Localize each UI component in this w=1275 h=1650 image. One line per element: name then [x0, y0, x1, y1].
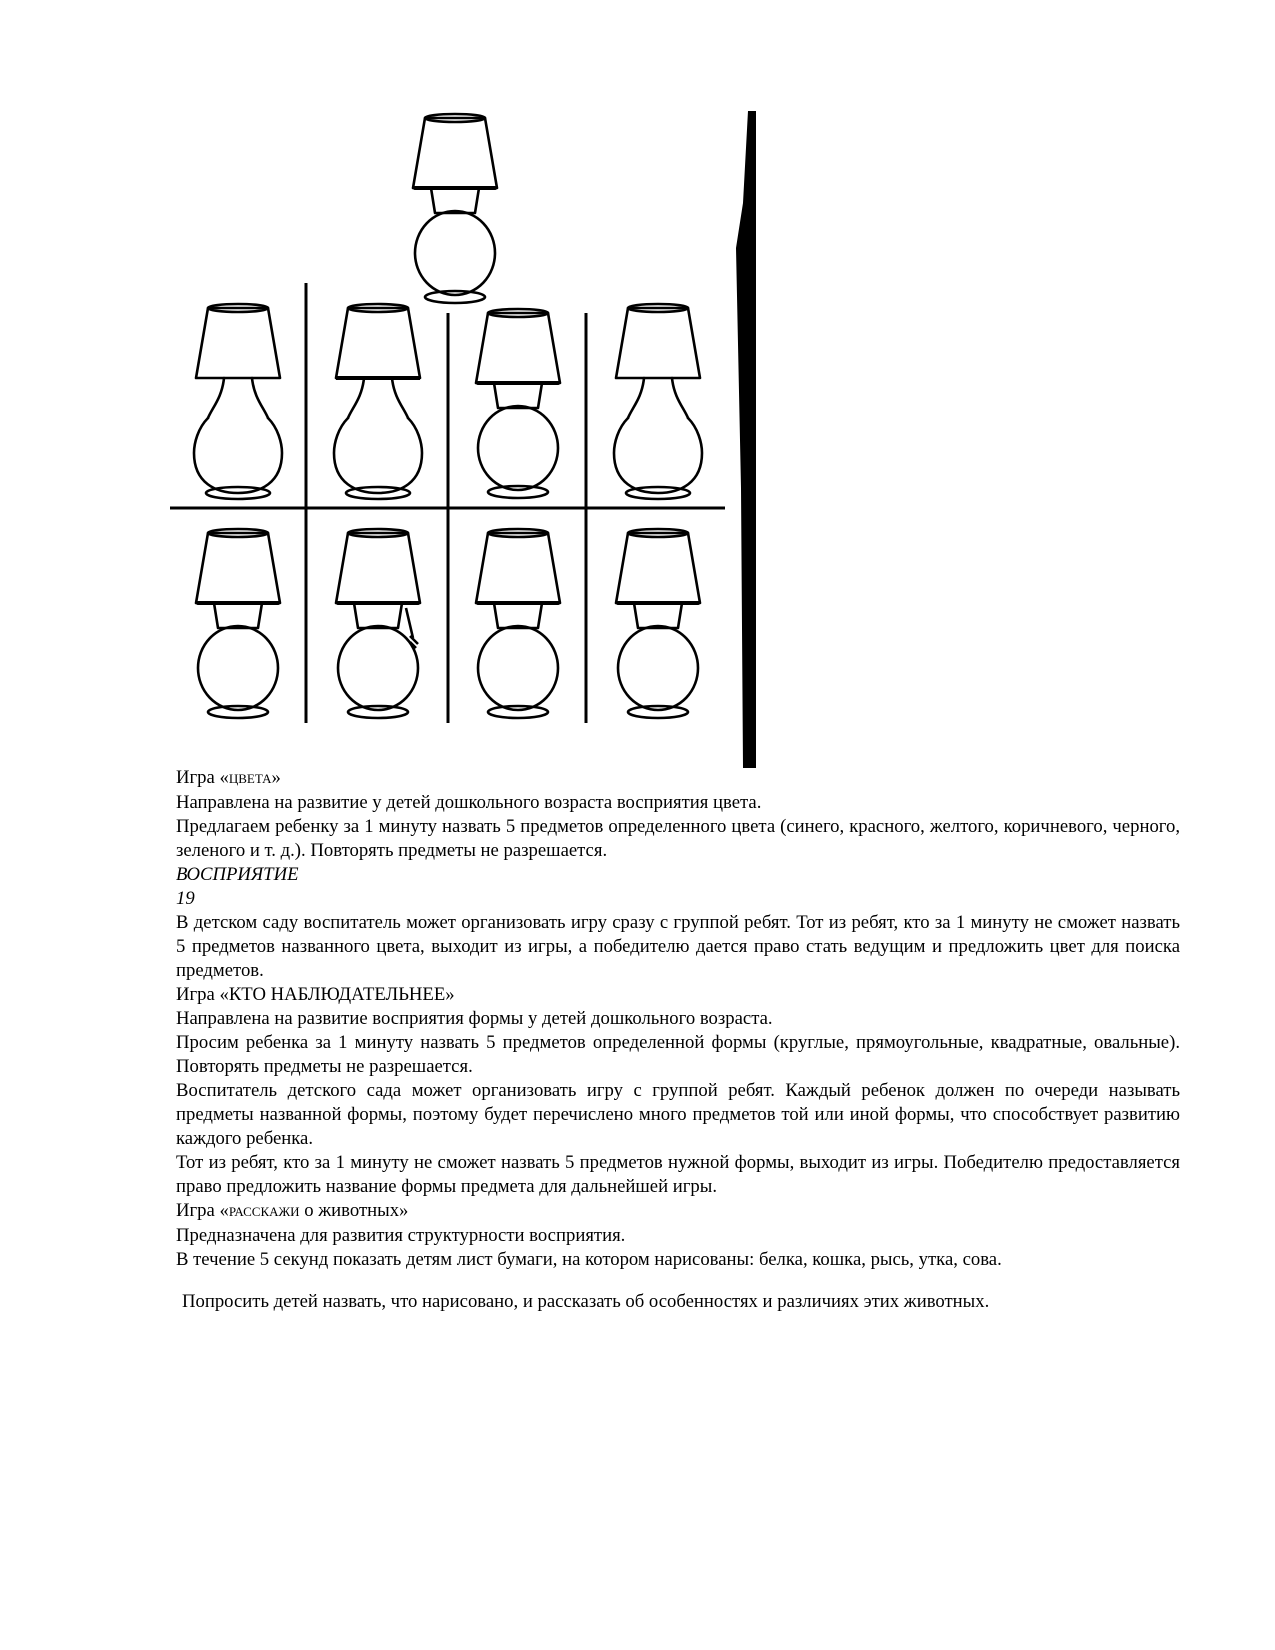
grid-lamp-8 [616, 529, 700, 718]
lamp-comparison-figure [170, 108, 795, 768]
grid-lamp-7 [476, 529, 560, 718]
game2-p1: Направлена на развитие восприятия формы у детей дошкольного возраста. [176, 1008, 773, 1029]
page-number: 19 [176, 888, 195, 909]
game2-p4: Тот из ребят, кто за 1 минуту не сможет назвать 5 предметов нужной формы, выходит из игры. Победителю предоставляется право предложить название формы предмета для дальнейшей игры. [176, 1152, 1180, 1197]
grid-lamp-5 [196, 529, 280, 718]
game3-p2: В течение 5 секунд показать детям лист бумаги, на котором нарисованы: белка, кошка, рысь, утка, сова. [176, 1249, 1002, 1270]
running-header: ВОСПРИЯТИЕ [176, 864, 299, 885]
game3-p3: Попросить детей назвать, что нарисовано, и рассказать об особенностях и различиях этих животных. [182, 1291, 990, 1312]
game3-title: Игра «РАССКАЖИ о животных» [176, 1200, 409, 1221]
lamp-figure-svg [170, 108, 795, 768]
game2-p2: Просим ребенка за 1 минуту назвать 5 предметов определенной формы (круглые, прямоугольные, квадратные, овальные). Повторять предметы не разрешается. [176, 1032, 1180, 1077]
grid-lamp-3 [476, 309, 560, 498]
game1-p2: Предлагаем ребенку за 1 минуту назвать 5 предметов определенного цвета (синего, красного, желтого, коричневого, черного, зеленого и т. д.). Повторять предметы не разрешается. [176, 816, 1180, 861]
grid-lamp-2 [334, 304, 422, 499]
grid-lamp-6 [336, 529, 420, 718]
game1-continuation: В детском саду воспитатель может организовать игру сразу с группой ребят. Тот из ребят, кто за 1 минуту не сможет назвать 5 предметов названного цвета, выходит из игры, а победителю дается право стать ведущим и предложить цвет для поиска предметов. [176, 912, 1180, 981]
game2-p3: Воспитатель детского сада может организовать игру с группой ребят. Каждый ребенок должен по очереди называть предметы названной формы, поэтому будет перечислено много предметов той или иной формы, что способствует развитию каждого ребенка. [176, 1080, 1180, 1149]
game1-title: Игра «ЦВЕТА» [176, 767, 281, 788]
grid-lamp-4 [614, 304, 702, 499]
right-edge-bar [736, 111, 756, 768]
grid-lamp-1 [194, 304, 282, 499]
game3-p1: Предназначена для развития структурности восприятия. [176, 1225, 626, 1246]
document-text [176, 766, 1180, 1314]
game1-p1: Направлена на развитие у детей дошкольного возраста восприятия цвета. [176, 792, 762, 813]
game2-title: Игра «КТО НАБЛЮДАТЕЛЬНЕЕ» [176, 984, 455, 1005]
reference-lamp [413, 114, 497, 303]
